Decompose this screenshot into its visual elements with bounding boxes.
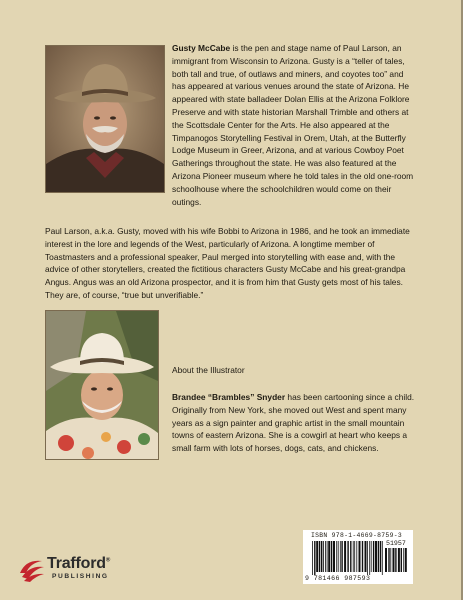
isbn-number: ISBN 978-1-4669-8759-3: [311, 532, 402, 539]
publisher-name: [47, 555, 110, 573]
ean-digits: 9 781466 987593: [305, 575, 371, 582]
author-name: Gusty McCabe: [172, 43, 231, 53]
isbn-barcode: [303, 530, 413, 584]
publisher-name-text: Trafford: [47, 555, 106, 572]
illustrator-bio: [172, 391, 418, 455]
illustrator-name: Brandee “Brambles” Snyder: [172, 392, 286, 402]
publisher-tagline: PUBLISHING: [52, 573, 109, 580]
illustrator-photo: [45, 310, 159, 460]
author-story: Paul Larson, a.k.a. Gusty, moved with his wife Bobbi to Arizona in 1986, and he took an immediate interest in the lore and legends of the West, particularly of Arizona. A longtime member of Toastmasters and a professional speaker, Paul merged into storytelling with ease and, with the advice of other storytellers, created the fictitious characters Gusty McCabe and his great-grandpa Angus. Angus was an old Arizona prospector, and it is from him that Gusty gets most of his tales. They are, of course, “true but unverifiable.”: [45, 226, 410, 300]
illustrator-heading: About the Illustrator: [172, 365, 245, 375]
author-bio-text: is the pen and stage name of Paul Larson, an immigrant from Wisconsin to Arizona. Gusty is a “teller of tales, both tall and true, of outlaws and miners, and coyotes too” and has appeared at various venues around the state of Arizona. He appeared with state balladeer Dolan Ellis at the Arizona Folklore Preserve and with state historian Marshall Trimble and others at the Scottsdale Center for the Arts. He also appeared at the Timpanogos Storytelling Festival in Orem, Utah, at the Butterfly Lodge Museum in Greer, Arizona, and at various Cowboy Poet Gatherings throughout the state. He was also featured at the Arizona Pioneer museum where he told tales in the old one-room schoolhouse where the schoolchildren would come on their outings.: [172, 43, 414, 207]
registered-mark: ®: [105, 557, 111, 564]
trafford-swoosh-icon: [18, 557, 46, 583]
price-bars: [385, 548, 409, 575]
illustrator-bio-text: has been cartooning since a child. Originally from New York, she moved out West and spent many years as a sign painter and graphic artist in the small mountain towns of eastern Arizona. She is a cowgirl at heart who keeps a small farm with lots of horses, dogs, cats, and chickens.: [172, 392, 415, 454]
author-bio: [172, 42, 418, 208]
ean-bars: [312, 541, 384, 575]
author-photo: [45, 45, 165, 193]
price-code: 51957: [386, 540, 406, 547]
publisher-logo: [18, 555, 138, 585]
